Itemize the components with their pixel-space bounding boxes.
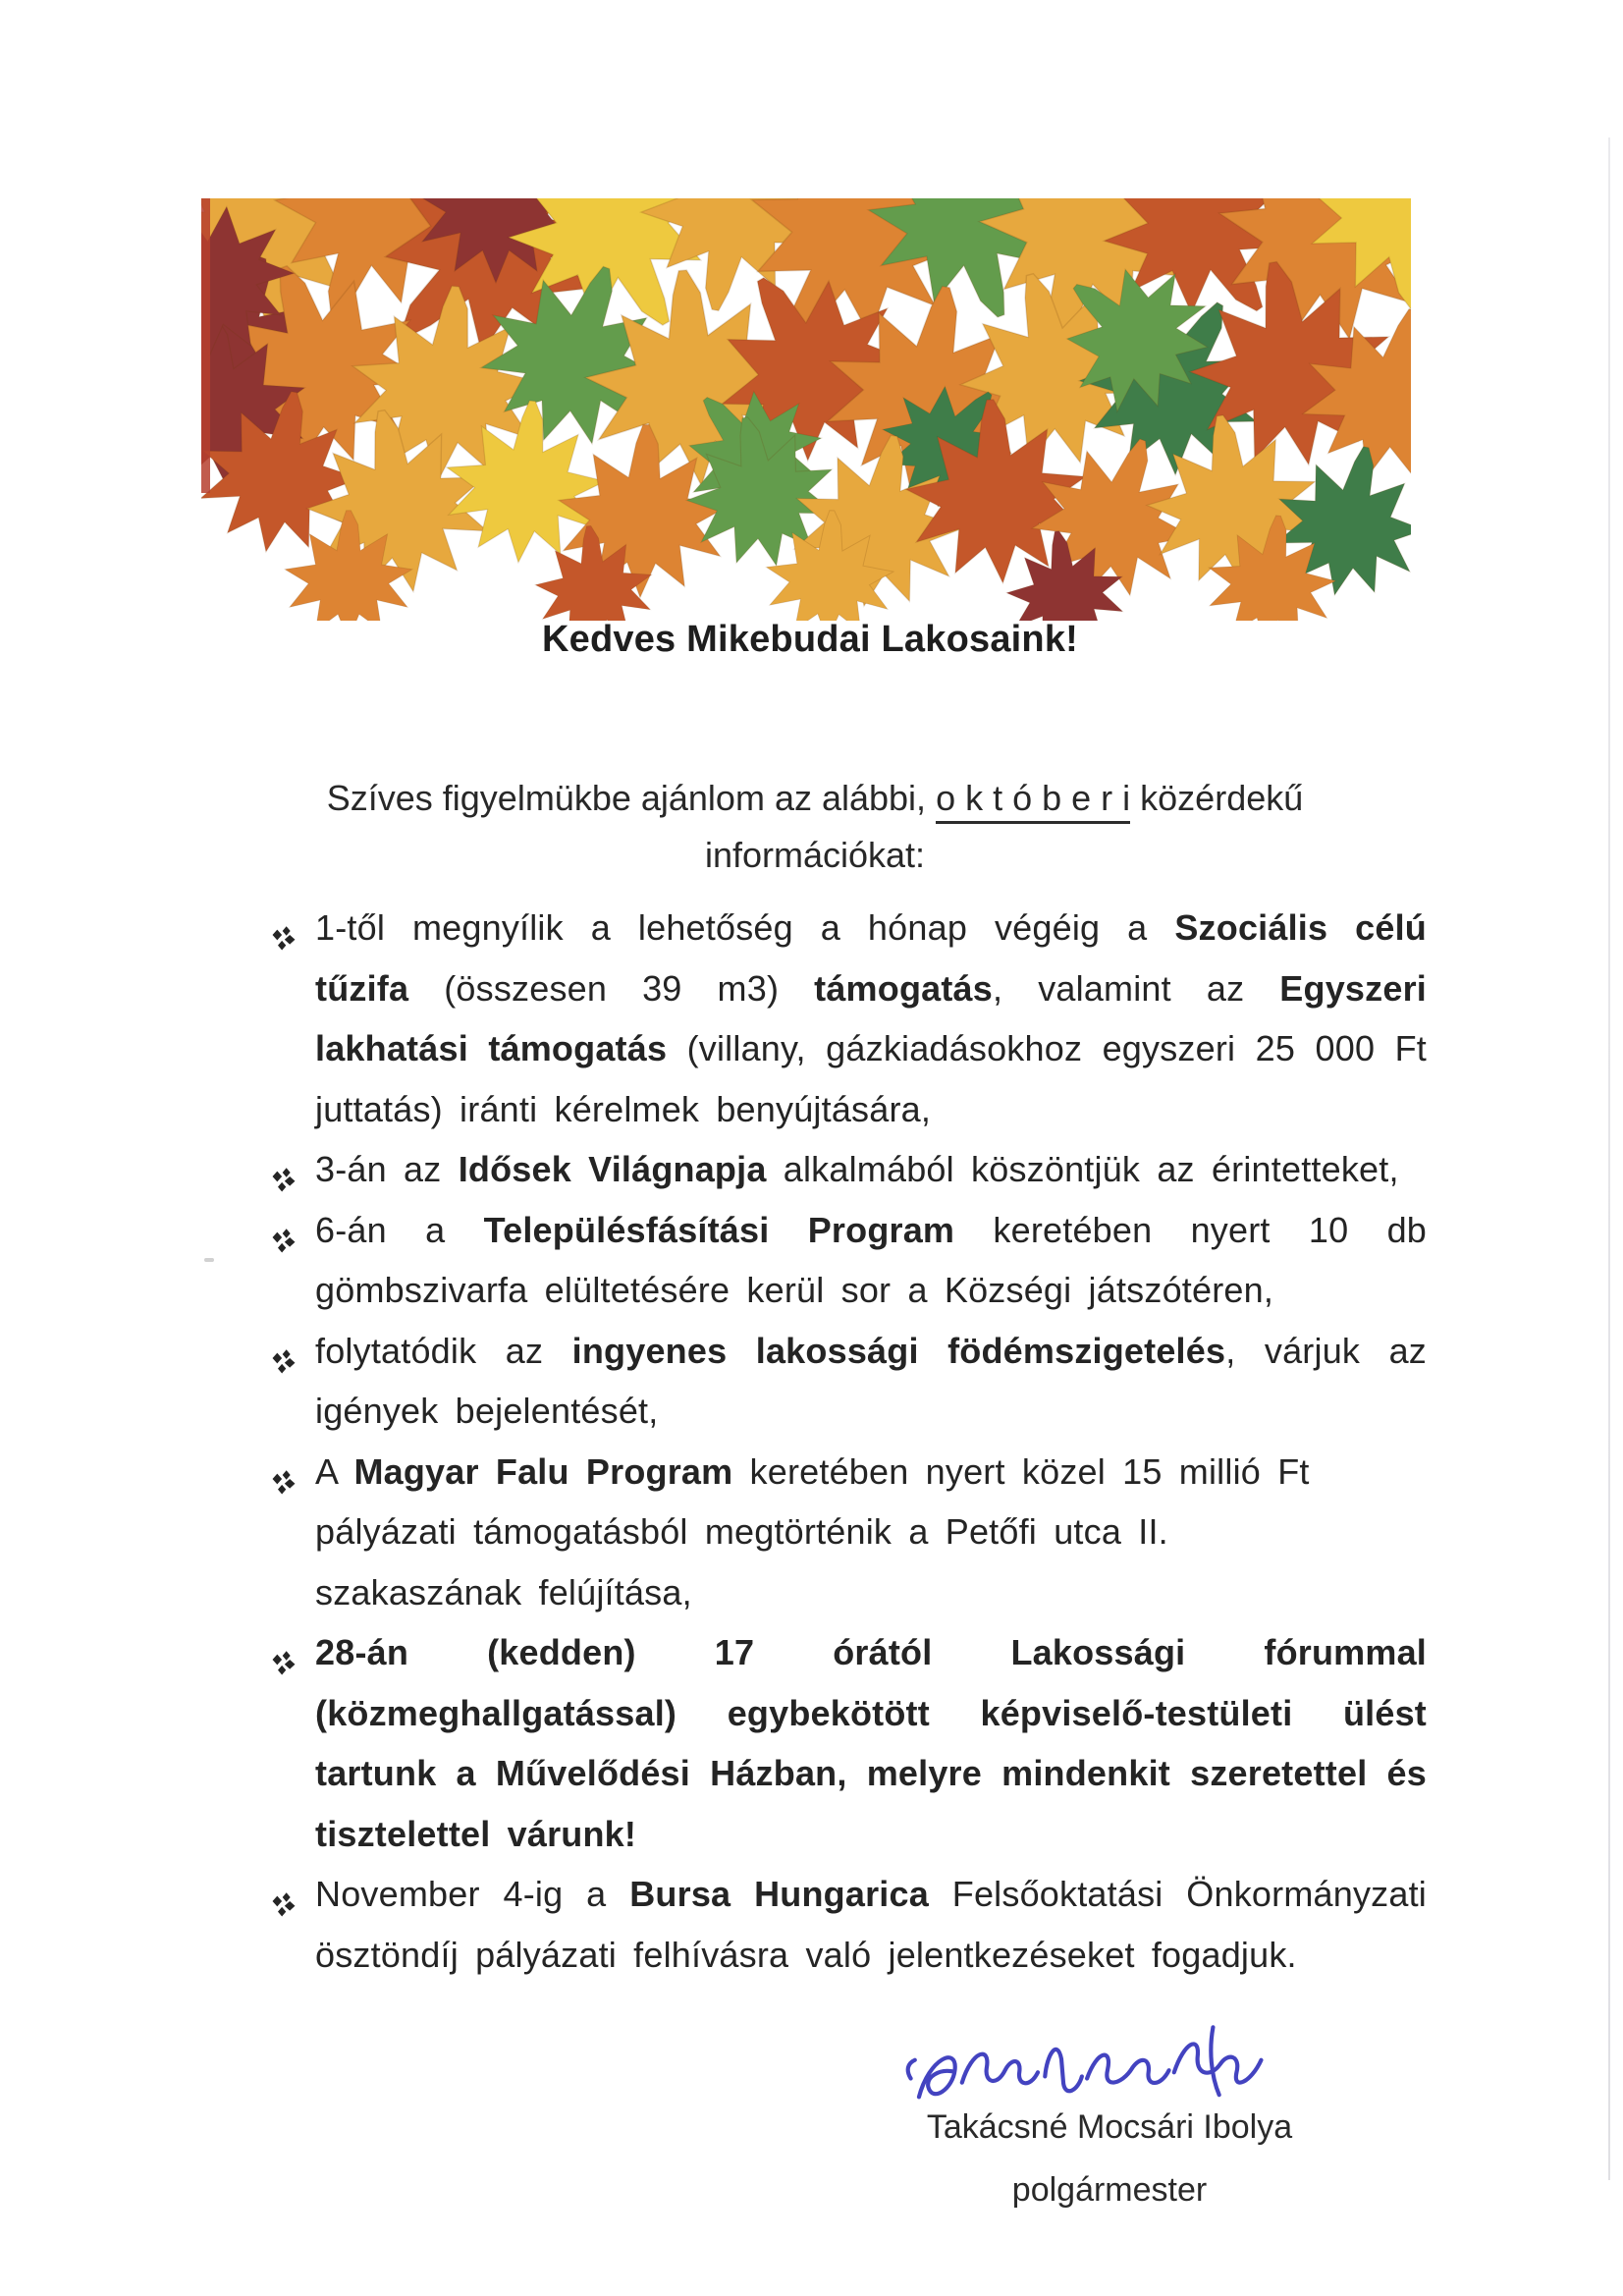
autumn-leaves-banner-image — [201, 198, 1411, 621]
list-item-text — [315, 1210, 1427, 1311]
intro-line-2: információkat: — [704, 835, 926, 875]
emphasized-text: Településfásítási Program — [483, 1209, 955, 1250]
text-run: , valamint az — [993, 967, 1280, 1009]
list-item — [272, 1321, 1427, 1442]
bullet-diamond-icon — [268, 1637, 299, 1668]
bullet-diamond-icon — [268, 1879, 299, 1910]
bullet-diamond-icon — [268, 1154, 299, 1185]
text-run: közérdekű — [1130, 778, 1304, 818]
text-run: pályázati támogatásból megtörténik a Petőfi utca II. — [315, 1511, 1168, 1552]
text-run: folytatódik az — [315, 1330, 572, 1371]
text-run: A — [315, 1450, 354, 1492]
text-run: 6-án a — [315, 1209, 484, 1250]
text-run: keretében nyert közel 15 millió Ft — [732, 1450, 1310, 1492]
list-item — [272, 1622, 1427, 1864]
list-item — [272, 1442, 1427, 1623]
text-run: (összesen 39 m3) — [408, 967, 815, 1009]
bullet-list — [272, 898, 1427, 1985]
underlined-month-text: o k t ó b e r i — [936, 778, 1130, 824]
list-item — [272, 1864, 1427, 1985]
emphasized-text: Magyar Falu Program — [353, 1450, 733, 1492]
emphasized-text: Bursa Hungarica — [629, 1874, 929, 1914]
bullet-diamond-icon — [268, 1336, 299, 1367]
intro-paragraph — [147, 770, 1483, 884]
signature-block — [864, 2102, 1355, 2214]
page-title: Kedves Mikebudai Lakosaink! — [541, 619, 1079, 660]
text-run: , várjuk az igények bejelentését, — [315, 1330, 1427, 1431]
emphasized-text: Egyszeri lakhatási támogatás — [315, 967, 1427, 1068]
emphasized-text: ingyenes lakossági födémszigetelés — [571, 1330, 1226, 1371]
text-run: (villany, gázkiadásokhoz egyszeri 25 000 Ft juttatás) iránti kérelmek benyújtására, — [315, 1028, 1427, 1129]
list-item-text — [315, 1149, 1399, 1189]
emphasized-text: 28-án (kedden) 17 órától Lakossági fórummal (közmeghallgatással) egybekötött képviselő-testületi ülést tartunk a Művelődési Házban, melyre mindenkit szeretettel és tisztelettel várunk! — [315, 1632, 1427, 1854]
scan-artifact-speck — [204, 1258, 214, 1262]
leaves-graphic — [201, 198, 1411, 621]
scan-artifact-line — [1608, 137, 1610, 2180]
list-item-text — [315, 1874, 1427, 1975]
text-run: keretében nyert 10 db gömbszivarfa elültetésére kerül sor a Községi játszótéren, — [315, 1209, 1428, 1310]
bullet-diamond-icon — [268, 1456, 299, 1488]
text-run: alkalmából köszöntjük az érintetteket, — [766, 1149, 1399, 1189]
signatory-role: polgármester — [1011, 2171, 1208, 2209]
bullet-diamond-icon — [268, 912, 299, 944]
list-item — [272, 1200, 1427, 1321]
list-item-text — [315, 1632, 1427, 1854]
text-run: 3-án az — [315, 1149, 459, 1189]
text-run: szakaszának felújítása, — [315, 1571, 692, 1613]
emphasized-text: Idősek Világnapja — [458, 1149, 767, 1189]
list-item-text — [315, 1331, 1427, 1432]
list-item-text — [315, 1451, 1310, 1613]
intro-line-1 — [327, 778, 1304, 824]
list-item — [272, 1139, 1427, 1200]
list-item-text — [315, 907, 1427, 1129]
text-run: Szíves figyelmükbe ajánlom az alábbi, — [326, 778, 937, 818]
list-item — [272, 898, 1427, 1139]
text-run: 1-től megnyílik a lehetőség a hónap végéig a — [315, 907, 1175, 948]
bullet-diamond-icon — [268, 1215, 299, 1246]
signature-scribble-path — [908, 2027, 1262, 2097]
signatory-name: Takácsné Mocsári Ibolya — [926, 2108, 1293, 2146]
emphasized-text: Szociális célú tűzifa — [315, 907, 1427, 1009]
text-run: Felsőoktatási Önkormányzati ösztöndíj pályázati felhívásra való jelentkezéseket fogadjuk. — [315, 1874, 1427, 1975]
text-run: November 4-ig a — [315, 1874, 630, 1914]
emphasized-text: támogatás — [814, 967, 993, 1009]
